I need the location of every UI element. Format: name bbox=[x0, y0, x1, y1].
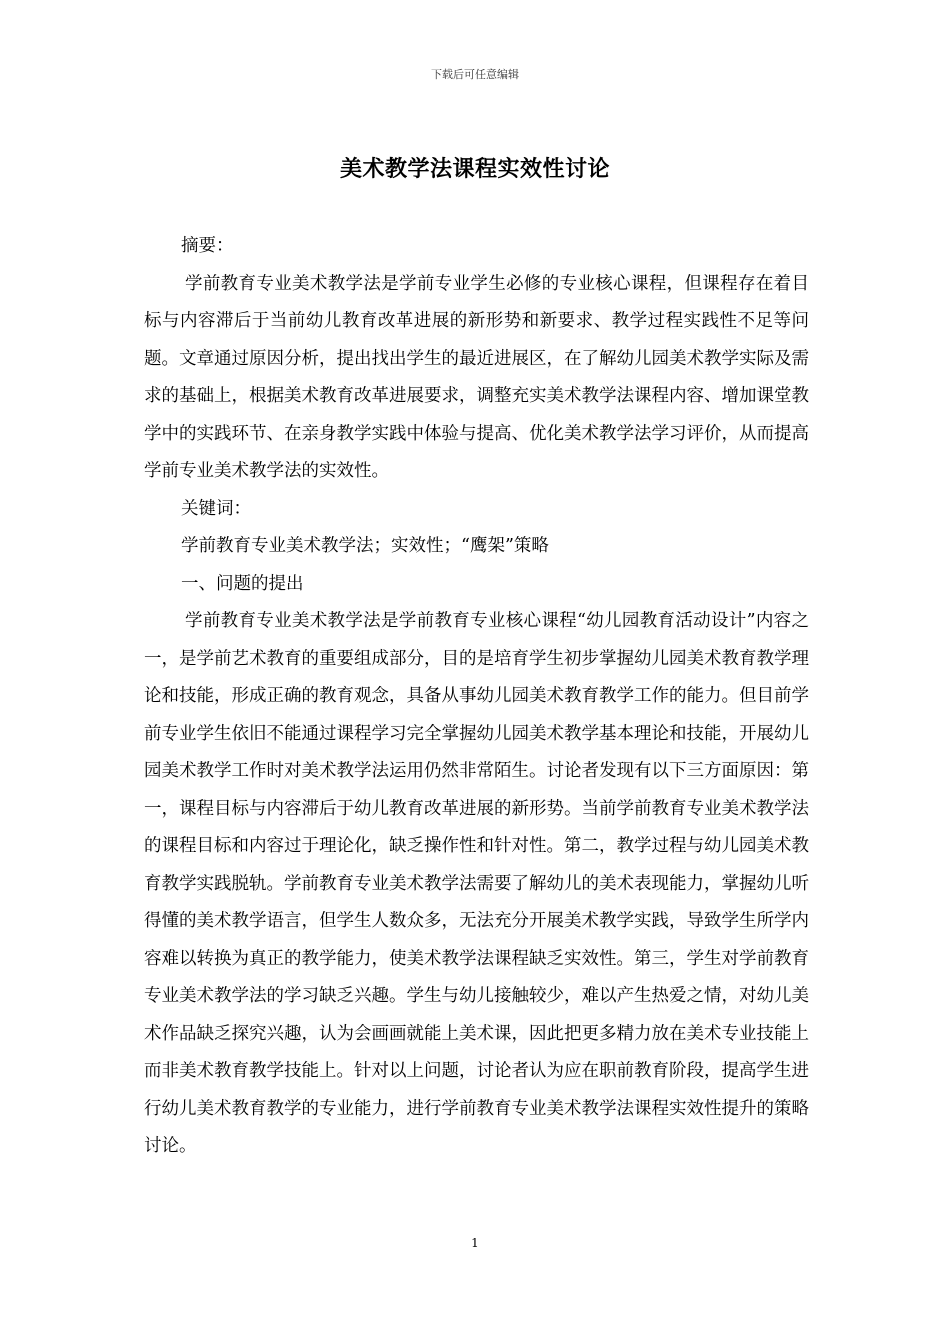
keywords-text: 学前教育专业美术教学法；实效性；“鹰架”策略 bbox=[181, 536, 549, 556]
keywords-label: 关键词： bbox=[181, 498, 251, 519]
page-header: 下载后可任意编辑 bbox=[431, 68, 519, 81]
section-heading: 一、问题的提出 bbox=[181, 573, 304, 594]
abstract-label: 摘要： bbox=[181, 236, 234, 256]
document-title: 美术教学法课程实效性讨论 bbox=[339, 156, 610, 182]
section-text: 学前教育专业美术教学法是学前教育专业核心课程“幼儿园教育活动设计”内容之一，是学前艺术教育的重要组成部分，目的是培育学生初步掌握幼儿园美术教育教学理论和技能，形成正确的教育观念，具备从事幼儿园美术教育教学工作的能力。但目前学前专业学生依旧不能通过课程学习完全掌握幼儿园美术教学基本理论和技能，开展幼儿园美术教学工作时对美术教学法运用仍然非常陌生。讨论者发现有以下三方面原因：第一，课程目标与内容滞后于幼儿教育改革进展的新形势。当前学前教育专业美术教学法的课程目标和内容过于理论化，缺乏操作性和针对性。第二，教学过程与幼儿园美术教育教学实践脱轨。学前教育专业美术教学法需要了解幼儿的美术表现能力，掌握幼儿听得懂的美术教学语言，但学生人数众多，无法充分开展美术教学实践，导致学生所学内容难以转换为真正的教学能力，使美术教学法课程缺乏实效性。第三，学生对学前教育专业美术教学法的学习缺乏兴趣。学生与幼儿接触较少，难以产生热爱之情，对幼儿美术作品缺乏探究兴趣，认为会画画就能上美术课，因此把更多精力放在美术专业技能上而非美术教育教学技能上。针对以上问题，讨论者认为应在职前教育阶段，提高学生进行幼儿美术教育教学的专业能力，进行学前教育专业美术教学法课程实效性提升的策略讨论。 bbox=[144, 611, 809, 1156]
document-body bbox=[144, 228, 809, 1166]
abstract-text: 学前教育专业美术教学法是学前专业学生必修的专业核心课程，但课程存在着目标与内容滞后于当前幼儿教育改革进展的新形势和新要求、教学过程实践性不足等问题。文章通过原因分析，提出找出学生的最近进展区，在了解幼儿园美术教学实际及需求的基础上，根据美术教育改革进展要求，调整充实美术教学法课程内容、增加课堂教学中的实践环节、在亲身教学实践中体验与提高、优化美术教学法学习评价，从而提高学前专业美术教学法的实效性。 bbox=[144, 273, 809, 481]
page-number: 1 bbox=[471, 1236, 479, 1250]
